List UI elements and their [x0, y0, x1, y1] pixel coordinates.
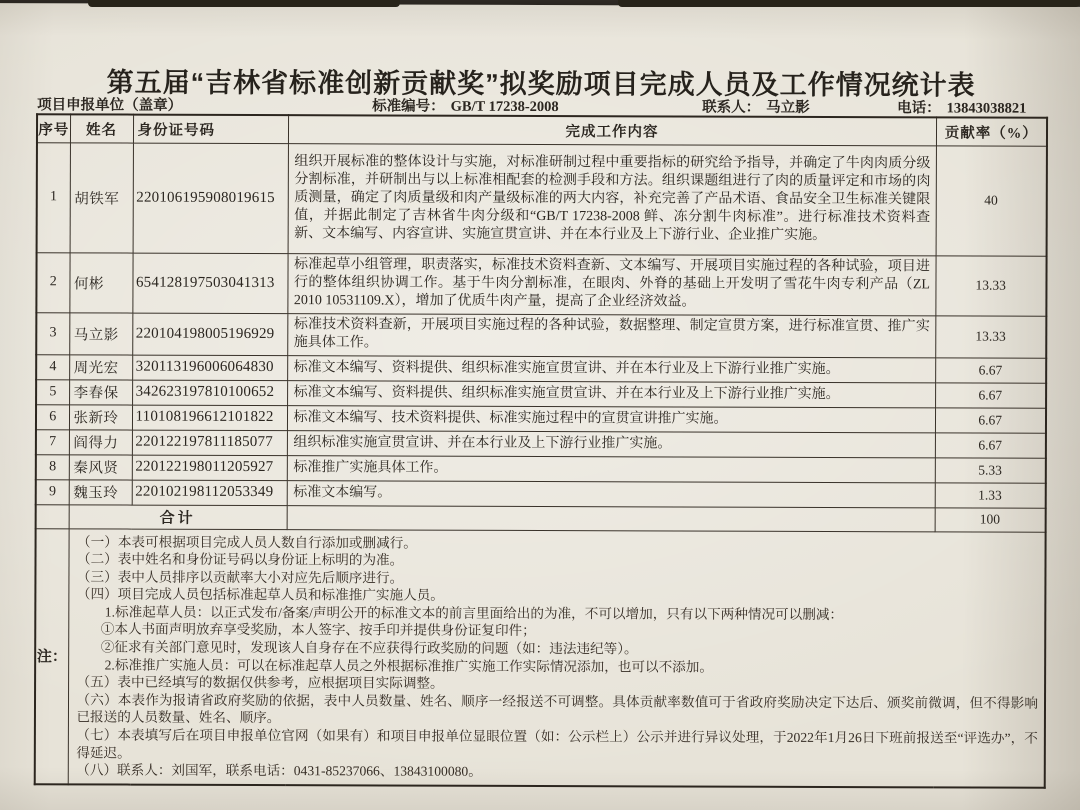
row-name: 秦风贤	[69, 454, 132, 479]
row-work-content: 标准文本编写、技术资料提供、标准实施过程中的宣贯宣讲推广实施。	[287, 405, 935, 432]
table-row	[37, 142, 1047, 256]
paper-sheet	[0, 3, 1080, 810]
row-id-number: 220106195908019615	[133, 143, 288, 254]
row-name: 马立影	[69, 312, 132, 354]
row-no: 7	[36, 429, 69, 454]
note-line: （八）联系人：刘国军，联系电话：0431-85237066、13843100080。	[76, 762, 482, 780]
total-row-empty-content	[287, 505, 935, 531]
row-work-content: 组织标准实施宣贯宣讲、并在本行业及上下游行业推广实施。	[287, 430, 935, 457]
contact-person	[702, 96, 810, 117]
row-id-number: 342623197810100652	[132, 380, 287, 406]
row-no: 4	[36, 354, 69, 379]
col-header-content: 完成工作内容	[288, 115, 936, 145]
row-name: 胡铁军	[70, 142, 133, 252]
row-contribution-rate: 5.33	[935, 457, 1046, 482]
row-id-number: 220122197811185077	[132, 430, 287, 456]
note-line: （三）表中人员排序以贡献率大小对应先后顺序进行。	[76, 569, 404, 586]
row-work-content: 标准技术资料查新，开展项目实施过程的各种试验，数据整理、制定宣贯方案，进行标准宣贯、推广实施具体工作。	[287, 313, 935, 357]
standard-number-value: GB/T 17238-2008	[450, 98, 559, 116]
note-line: （四）项目完成人员包括标准起草人员和标准推广实施人员。	[76, 586, 444, 603]
table-row	[36, 479, 1046, 508]
phone-label: 电话：	[897, 100, 941, 117]
row-name: 周光宏	[69, 354, 132, 379]
table-row	[36, 404, 1046, 433]
table-row	[36, 429, 1046, 458]
note-line: （七）本表填写后在项目申报单位官网（如果有）和项目申报单位显眼位置（如：公示栏上）公示并进行异议处理，于2022年1月26日下班前报送至“评选办”，不得延迟。	[76, 727, 1038, 761]
note-line: ①本人书面声明放弃享受奖励，本人签字、按手印并提供身份证复印件；	[100, 621, 536, 639]
contact-person-value: 马立影	[766, 99, 810, 116]
row-contribution-rate: 6.67	[935, 357, 1046, 382]
col-header-id: 身份证号码	[133, 115, 288, 144]
applicant-unit-label: 项目申报单位（盖章）	[37, 97, 183, 114]
row-name: 阎得力	[69, 429, 132, 454]
row-contribution-rate: 1.33	[935, 482, 1046, 507]
note-line: 1.标准起草人员：以正式发布/备案/声明公开的标准文本的前言里面给出的为准，不可以增加，只有以下两种情况可以删减：	[104, 604, 844, 622]
personnel-table	[34, 113, 1048, 788]
row-name: 李春保	[69, 379, 132, 404]
row-no: 6	[36, 404, 69, 429]
row-work-content: 标准文本编写、资料提供、组织标准实施宣贯宣讲、并在本行业及上下游行业推广实施。	[287, 355, 935, 382]
row-contribution-rate: 40	[936, 145, 1047, 255]
row-name: 张新玲	[69, 404, 132, 429]
row-work-content: 标准推广实施具体工作。	[287, 455, 935, 482]
row-id-number: 220122198011205927	[132, 455, 287, 481]
table-row	[36, 354, 1046, 383]
row-id-number: 320113196006064830	[132, 355, 287, 381]
row-id-number: 220102198112053349	[132, 480, 287, 506]
row-contribution-rate: 6.67	[935, 432, 1046, 457]
table-row	[36, 312, 1046, 358]
table-header-row	[37, 114, 1047, 146]
row-no: 3	[36, 312, 69, 354]
col-header-rate: 贡献率（%）	[936, 117, 1047, 145]
row-no: 1	[37, 142, 70, 252]
row-id-number: 220104198005196929	[132, 313, 287, 356]
col-header-name: 姓名	[70, 114, 133, 142]
note-line: ②征求有关部门意见时，发现该人自身存在不应获得行政奖励的问题（如：违法违纪等）。	[100, 639, 638, 657]
phone-value: 13843038821	[946, 100, 1027, 117]
total-row-empty-no	[36, 504, 69, 528]
note-line: （六）本表作为报请省政府奖励的依据，表中人员数量、姓名、顺序一经报送不可调整。具体贡献率数值可于省政府奖励决定下达后、颁奖前微调，但不得影响已报送的人员数量、姓名、顺序。	[76, 692, 1039, 726]
note-line: （二）表中姓名和身份证号码以身份证上标明的为准。	[76, 551, 404, 568]
row-name: 何彬	[69, 252, 132, 312]
note-line: （五）表中已经填写的数据仅供参考，应根据项目实际调整。	[76, 674, 444, 691]
row-no: 2	[36, 252, 69, 312]
phone	[897, 96, 1026, 117]
standard-number-label: 标准编号：	[372, 98, 445, 115]
notes-label: 注：	[35, 528, 69, 784]
col-header-no: 序号	[37, 114, 70, 142]
contact-person-label: 联系人：	[702, 99, 761, 116]
page-title: 第五届“吉林省标准创新贡献奖”拟奖励项目完成人员及工作情况统计表	[106, 67, 976, 101]
row-no: 5	[36, 379, 69, 404]
row-contribution-rate: 13.33	[935, 315, 1046, 357]
row-contribution-rate: 13.33	[935, 255, 1046, 315]
photo-edge-shadow	[88, 0, 400, 7]
row-no: 8	[36, 454, 69, 479]
table-row	[36, 252, 1046, 316]
row-id-number: 654128197503041313	[132, 253, 287, 314]
standard-number	[372, 94, 559, 116]
row-contribution-rate: 6.67	[935, 382, 1046, 407]
row-work-content: 标准文本编写。	[287, 480, 935, 507]
table-row	[36, 454, 1046, 483]
row-work-content: 标准起草小组管理，职责落实，标准技术资料查新、文本编写、开展项目实施过程的各种试验，项目进行的整体组织协调工作。基于牛肉分割标准，在眼肉、外脊的基础上开发明了雪花牛肉专利产品（ZL 2010 10531109.X），增加了优质牛肉产量，提高了企业经济效益。	[287, 253, 935, 315]
row-work-content: 组织开展标准的整体设计与实施，对标准研制过程中重要指标的研究给予指导，并确定了牛肉肉质分级分割标准，并研制出与以上标准相配套的检测手段和方法。组织课题组进行了肉的质量评定和市场的肉质测量，确定了肉质量级和肉产量级标准的两大内容，补充完善了产品术语、食品安全卫生标准关键限值，并据此制定了吉林省牛肉分级和“GB/T 17238-2008 鲜、冻分割牛肉标准”。进行标准技术资料查新、文本编写、内容宣讲、实施宣贯宣讲、并在本行业及上下游行业、企业推广实施。	[288, 143, 936, 255]
row-id-number: 110108196612101822	[132, 405, 287, 431]
total-label: 合计	[69, 504, 287, 529]
row-contribution-rate: 6.67	[935, 407, 1046, 432]
table-row	[36, 379, 1046, 408]
note-line: 2.标准推广实施人员：可以在标准起草人员之外根据标准推广实施工作实际情况添加，也可以不添加。	[104, 657, 713, 675]
row-name: 魏玉玲	[69, 479, 132, 504]
notes-row	[35, 528, 1046, 787]
total-contribution-rate: 100	[935, 507, 1046, 531]
row-work-content: 标准文本编写、资料提供、组织标准实施宣贯宣讲、并在本行业及上下游行业推广实施。	[287, 380, 935, 407]
total-row	[36, 504, 1046, 532]
photo-edge-shadow	[618, 0, 1080, 7]
notes-content	[68, 528, 1046, 787]
note-line: （一）本表可根据项目完成人员人数自行添加或删减行。	[77, 533, 417, 551]
row-no: 9	[36, 479, 69, 504]
